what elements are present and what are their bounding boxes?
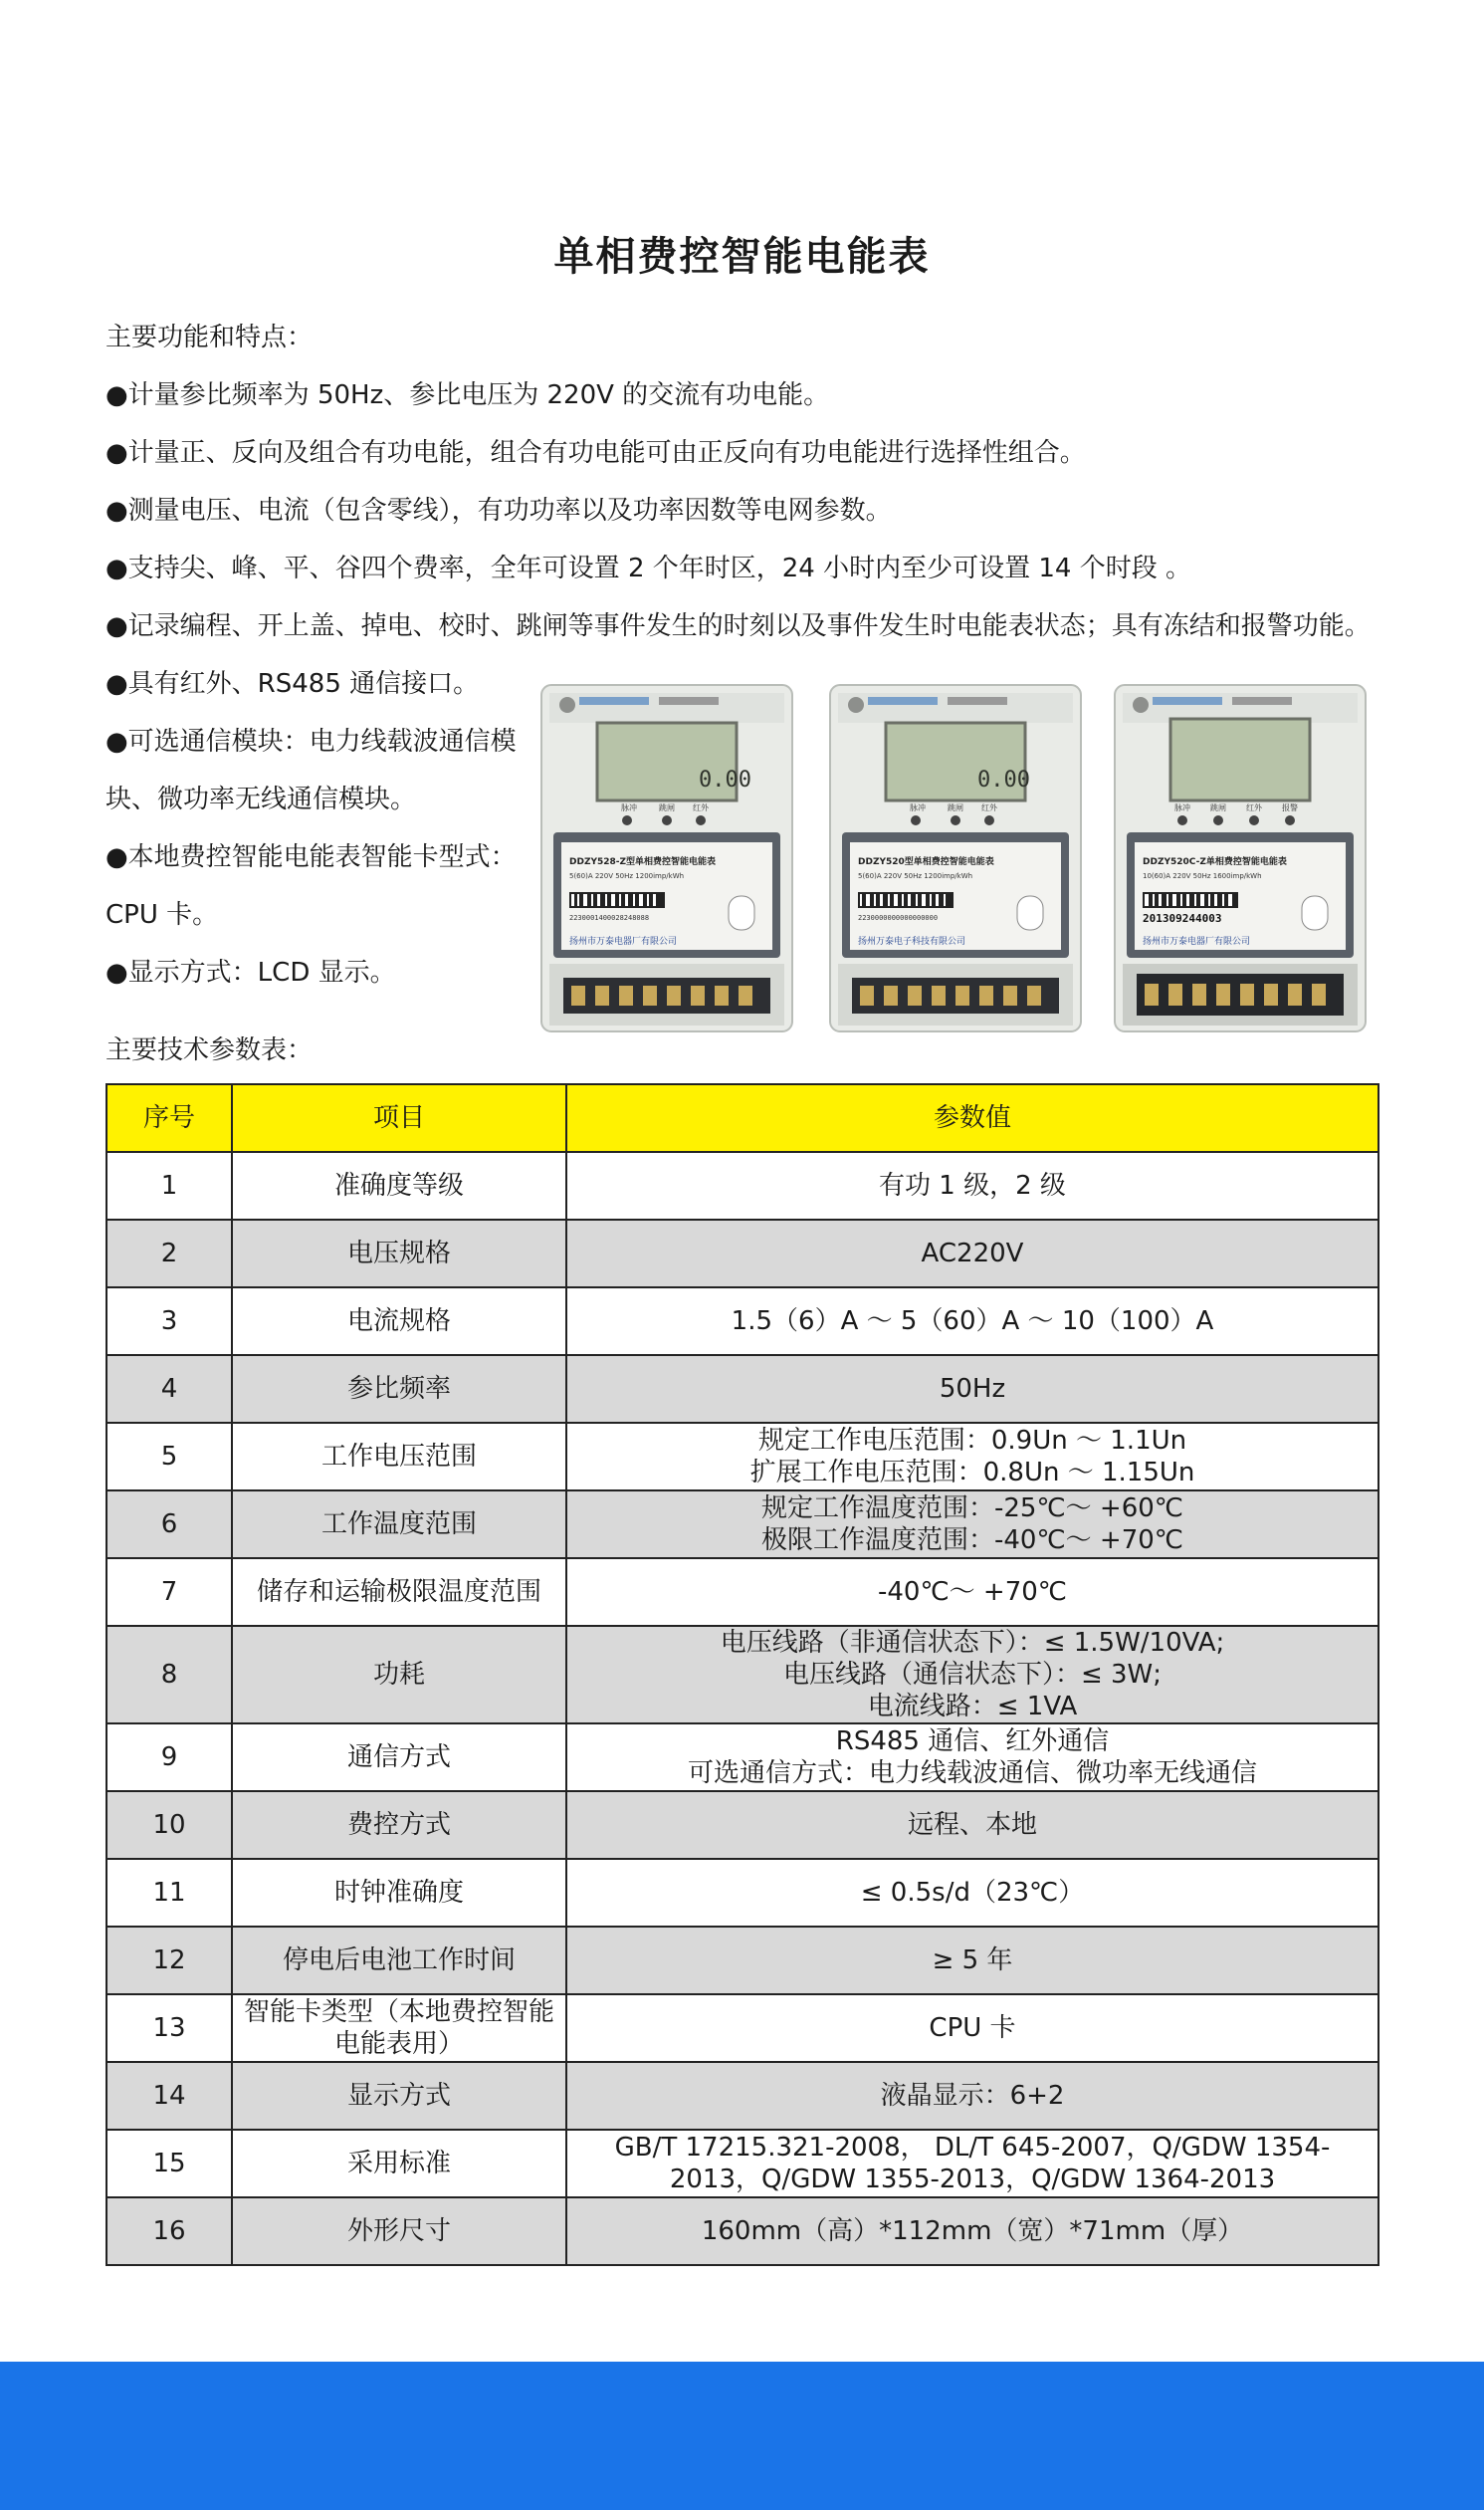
meter-photos — [531, 683, 1368, 1033]
row-value — [566, 1723, 1378, 1791]
row-number: 3 — [106, 1287, 232, 1355]
row-item: 外形尺寸 — [232, 2197, 566, 2265]
row-item: 时钟准确度 — [232, 1859, 566, 1927]
row-number: 2 — [106, 1220, 232, 1287]
feature-item: ●本地费控智能电能表智能卡型式：CPU 卡。 — [106, 842, 517, 930]
feature-item: ●具有红外、RS485 通信接口。 — [106, 669, 480, 699]
row-item: 参比频率 — [232, 1355, 566, 1423]
meter-reading: 0.00 — [977, 768, 1030, 793]
params-heading: 主要技术参数表： — [106, 1035, 314, 1065]
meter-model: DDZY520型单相费控智能电能表 — [858, 857, 994, 867]
table-row — [106, 2197, 1378, 2265]
row-value-line: 扩展工作电压范围：0.8Un ～ 1.15Un — [749, 1458, 1195, 1487]
row-item: 工作温度范围 — [232, 1490, 566, 1558]
row-value-line: 电压线路（非通信状态下）：≤ 1.5W/10VA; — [720, 1628, 1225, 1658]
row-value-line: 远程、本地 — [907, 1810, 1037, 1840]
params-table-body — [106, 1152, 1378, 2265]
indicator-label: 报警 — [1282, 803, 1298, 812]
indicator-label: 跳闸 — [659, 803, 675, 812]
row-value-line: 50Hz — [939, 1374, 1006, 1404]
table-row — [106, 2062, 1378, 2130]
table-row — [106, 1152, 1378, 1220]
row-value-line: 电压线路（通信状态下）：≤ 3W; — [782, 1660, 1163, 1690]
meter-barcode-number: 2230001400028248088 — [569, 914, 650, 922]
feature-item: ●计量正、反向及组合有功电能，组合有功电能可由正反向有功电能进行选择性组合。 — [106, 438, 1086, 468]
meter-maker: 扬州万泰电子科技有限公司 — [858, 937, 966, 947]
row-value-line: CPU 卡 — [929, 2013, 1016, 2043]
meter-barcode-number: 201309244003 — [1143, 912, 1222, 925]
row-item: 功耗 — [232, 1626, 566, 1723]
indicator-label: 脉冲 — [621, 803, 637, 812]
row-value-line: GB/T 17215.321-2008， DL/T 645-2007，Q/GDW 1354- — [614, 2133, 1331, 2163]
feature-item: ●显示方式：LCD 显示。 — [106, 958, 396, 988]
row-number: 16 — [106, 2197, 232, 2265]
indicator-label: 跳闸 — [1210, 803, 1226, 812]
row-value — [566, 1490, 1378, 1558]
row-number: 9 — [106, 1723, 232, 1791]
params-table — [106, 1083, 1379, 2266]
table-row — [106, 1355, 1378, 1423]
row-item: 储存和运输极限温度范围 — [232, 1558, 566, 1626]
indicator-label: 脉冲 — [910, 803, 926, 812]
row-number: 5 — [106, 1423, 232, 1490]
row-value-line: 液晶显示：6+2 — [880, 2081, 1065, 2111]
header-value: 参数值 — [566, 1084, 1378, 1152]
features-list — [106, 366, 1371, 655]
row-number: 12 — [106, 1927, 232, 1994]
row-item: 显示方式 — [232, 2062, 566, 2130]
table-row — [106, 1220, 1378, 1287]
row-value — [566, 1791, 1378, 1859]
meter-barcode-number: 2230000000000000000 — [858, 914, 939, 922]
table-row — [106, 1490, 1378, 1558]
row-value — [566, 1994, 1378, 2062]
row-number: 1 — [106, 1152, 232, 1220]
row-value-line: 1.5（6）A ～ 5（60）A ～ 10（100）A — [731, 1306, 1214, 1336]
row-value — [566, 1152, 1378, 1220]
row-number: 4 — [106, 1355, 232, 1423]
table-header-row — [106, 1084, 1378, 1152]
row-number: 11 — [106, 1859, 232, 1927]
row-value-line: ≤ 0.5s/d（23℃） — [860, 1878, 1085, 1908]
row-value — [566, 2130, 1378, 2197]
meter-maker: 扬州市万泰电器厂有限公司 — [1143, 937, 1251, 947]
row-value-line: 有功 1 级，2 级 — [879, 1171, 1066, 1201]
meter-spec: 5(60)A 220V 50Hz 1200imp/kWh — [569, 872, 685, 880]
row-item: 停电后电池工作时间 — [232, 1927, 566, 1994]
row-value — [566, 1558, 1378, 1626]
row-value — [566, 1927, 1378, 1994]
row-value — [566, 2197, 1378, 2265]
feature-item: ●测量电压、电流（包含零线），有功功率以及功率因数等电网参数。 — [106, 496, 892, 526]
footer-band — [0, 2362, 1484, 2510]
page-title: 单相费控智能电能表 — [553, 234, 931, 280]
row-item: 采用标准 — [232, 2130, 566, 2197]
features-heading: 主要功能和特点： — [106, 323, 314, 352]
row-number: 7 — [106, 1558, 232, 1626]
row-number: 15 — [106, 2130, 232, 2197]
row-value-line: -40℃～ +70℃ — [878, 1577, 1067, 1607]
meter-photo-2 — [828, 683, 1083, 1033]
row-number: 6 — [106, 1490, 232, 1558]
meter-model: DDZY528-Z型单相费控智能电能表 — [569, 857, 717, 867]
row-value-line: 规定工作电压范围：0.9Un ～ 1.1Un — [757, 1426, 1187, 1456]
row-item: 工作电压范围 — [232, 1423, 566, 1490]
row-item: 电流规格 — [232, 1287, 566, 1355]
row-value-line: 可选通信方式：电力线载波通信、微功率无线通信 — [687, 1758, 1257, 1788]
table-row — [106, 1558, 1378, 1626]
meter-spec: 10(60)A 220V 50Hz 1600imp/kWh — [1143, 872, 1262, 880]
table-row — [106, 1791, 1378, 1859]
row-value — [566, 1626, 1378, 1723]
table-row — [106, 1287, 1378, 1355]
features-side-list — [106, 655, 524, 1002]
row-value — [566, 1859, 1378, 1927]
indicator-label: 脉冲 — [1174, 803, 1190, 812]
row-value-line: AC220V — [921, 1239, 1024, 1268]
meter-photo-1 — [539, 683, 794, 1033]
indicator-label: 跳闸 — [948, 803, 963, 812]
header-no: 序号 — [106, 1084, 232, 1152]
row-value-line: 电流线路：≤ 1VA — [867, 1692, 1078, 1721]
meter-photo-3 — [1113, 683, 1368, 1033]
header-item: 项目 — [232, 1084, 566, 1152]
table-row — [106, 1994, 1378, 2062]
meter-reading: 0.00 — [699, 768, 751, 793]
row-value-line: RS485 通信、红外通信 — [835, 1726, 1110, 1756]
row-number: 8 — [106, 1626, 232, 1723]
meter-model: DDZY520C-Z单相费控智能电能表 — [1143, 857, 1287, 867]
meter-spec: 5(60)A 220V 50Hz 1200imp/kWh — [858, 872, 973, 880]
table-row — [106, 2130, 1378, 2197]
row-item: 智能卡类型（本地费控智能电能表用） — [232, 1994, 566, 2062]
row-value-line: 规定工作温度范围：-25℃～ +60℃ — [761, 1493, 1183, 1523]
indicator-label: 红外 — [981, 803, 997, 812]
row-number: 10 — [106, 1791, 232, 1859]
indicator-label: 红外 — [1246, 803, 1262, 812]
indicator-label: 红外 — [693, 803, 709, 812]
table-row — [106, 1927, 1378, 1994]
row-value-line: 2013，Q/GDW 1355-2013，Q/GDW 1364-2013 — [669, 2165, 1276, 2194]
row-value-line: ≥ 5 年 — [932, 1945, 1013, 1975]
row-item: 准确度等级 — [232, 1152, 566, 1220]
table-row — [106, 1859, 1378, 1927]
row-item: 通信方式 — [232, 1723, 566, 1791]
feature-item: ●记录编程、开上盖、掉电、校时、跳闸等事件发生的时刻以及事件发生时电能表状态；具有冻结和报警功能。 — [106, 611, 1371, 641]
row-value — [566, 1287, 1378, 1355]
meter-maker: 扬州市万泰电器厂有限公司 — [569, 937, 678, 947]
table-row — [106, 1423, 1378, 1490]
table-row — [106, 1723, 1378, 1791]
table-row — [106, 1626, 1378, 1723]
row-item: 电压规格 — [232, 1220, 566, 1287]
row-value — [566, 2062, 1378, 2130]
feature-item: ●计量参比频率为 50Hz、参比电压为 220V 的交流有功电能。 — [106, 380, 830, 410]
row-value — [566, 1355, 1378, 1423]
row-value-line: 160mm（高）*112mm（宽）*71mm（厚） — [701, 2216, 1244, 2246]
row-value — [566, 1423, 1378, 1490]
feature-item: ●支持尖、峰、平、谷四个费率，全年可设置 2 个年时区，24 小时内至少可设置 14 个时段 。 — [106, 554, 1191, 583]
row-number: 13 — [106, 1994, 232, 2062]
row-value-line: 极限工作温度范围：-40℃～ +70℃ — [761, 1525, 1183, 1555]
row-value — [566, 1220, 1378, 1287]
feature-item: ●可选通信模块：电力线载波通信模块、微功率无线通信模块。 — [106, 727, 517, 814]
row-item: 费控方式 — [232, 1791, 566, 1859]
row-number: 14 — [106, 2062, 232, 2130]
